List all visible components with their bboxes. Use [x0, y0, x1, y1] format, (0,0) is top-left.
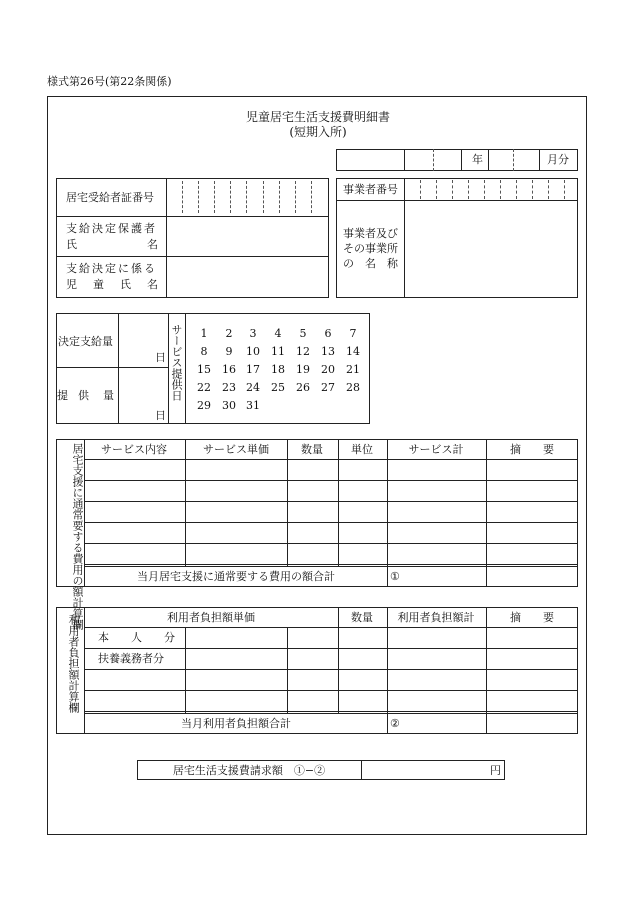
calendar-day[interactable]: 7	[349, 327, 357, 340]
service-days-label: サービス提供日	[170, 324, 183, 401]
cost-entry-rows[interactable]	[85, 460, 577, 564]
calendar-day[interactable]: 24	[246, 381, 260, 394]
date-month-field[interactable]	[489, 150, 538, 170]
digit-dash	[279, 181, 280, 213]
title: 児童居宅生活支援費明細書	[245, 110, 391, 124]
calendar-day[interactable]: 4	[274, 327, 282, 340]
calendar-day[interactable]: 15	[197, 363, 211, 376]
calendar-day[interactable]: 12	[296, 345, 310, 358]
digit-dash	[230, 181, 231, 213]
recipient-cert-digit-boxes[interactable]	[167, 179, 328, 215]
child-label: 名	[147, 278, 158, 291]
cost-header-unit: 単位	[351, 443, 373, 456]
burden-row-self-label: 本 人 分	[98, 631, 175, 644]
provider-no-label: 事業者番号	[343, 183, 398, 196]
calendar-day[interactable]: 28	[346, 381, 360, 394]
calendar-day[interactable]: 31	[246, 399, 260, 412]
calendar-day[interactable]: 25	[271, 381, 285, 394]
calendar-day[interactable]: 9	[225, 345, 233, 358]
digit-dash	[263, 181, 264, 213]
calendar-day[interactable]: 22	[197, 381, 211, 394]
cost-total-field[interactable]	[402, 567, 485, 586]
date-divider	[461, 149, 462, 171]
col-divider	[168, 313, 169, 424]
col-divider	[185, 313, 186, 424]
burden-header-subtotal: 利用者負担額計	[397, 611, 475, 624]
guardian-label: 名	[147, 238, 158, 251]
claim-label: 居宅生活支援費請求額 ①−②	[172, 764, 326, 777]
burden-section-label: 利用者負担額計算欄	[67, 614, 80, 713]
cost-header-subtotal: サービス計	[408, 443, 464, 456]
calendar-day[interactable]: 1	[200, 327, 208, 340]
digit-dash	[500, 180, 501, 199]
recipient-cert-label: 居宅受給者証番号	[66, 191, 154, 204]
provided-amount-label: 供	[78, 389, 89, 402]
digit-dash	[295, 181, 296, 213]
calendar-day[interactable]: 10	[246, 345, 260, 358]
provider-name-label: 称	[387, 257, 398, 270]
guardian-name-field[interactable]	[167, 217, 328, 255]
burden-row-supporter-label: 扶養義務者分	[98, 652, 164, 665]
digit-dash	[311, 181, 312, 213]
digit-dash	[198, 181, 199, 213]
child-label: 支給決定に係る	[66, 262, 157, 275]
month-label: 月分	[547, 153, 569, 166]
digit-dash	[214, 181, 215, 213]
child-label: 童	[93, 278, 104, 291]
calendar-day[interactable]: 20	[321, 363, 335, 376]
burden-col-line	[84, 607, 85, 734]
calendar-day[interactable]: 6	[324, 327, 332, 340]
cost-header-service: サービス内容	[101, 443, 167, 456]
cost-row-line	[84, 564, 578, 565]
yen-label: 円	[490, 764, 501, 777]
calendar-day[interactable]: 23	[222, 381, 236, 394]
provider-name-label: 事業者及び	[343, 227, 398, 240]
guardian-label: 氏	[66, 238, 77, 251]
digit-dash	[182, 181, 183, 213]
burden-total-field[interactable]	[402, 714, 485, 733]
provider-name-label: その事業所	[343, 242, 398, 255]
day-unit: 日	[155, 409, 166, 422]
provider-name-field[interactable]	[405, 201, 577, 297]
date-year-field[interactable]	[405, 150, 460, 170]
provided-amount-label: 量	[103, 389, 114, 402]
cost-total-label: 当月居宅支援に通常要する費用の額合計	[137, 570, 335, 583]
cost-total-mark: ①	[390, 570, 400, 583]
calendar-day[interactable]: 19	[296, 363, 310, 376]
date-divider	[539, 149, 540, 171]
burden-total-mark: ②	[390, 717, 400, 730]
calendar-day[interactable]: 8	[200, 345, 208, 358]
digit-dash	[564, 180, 565, 199]
digit-dash	[516, 180, 517, 199]
calendar-day[interactable]: 29	[197, 399, 211, 412]
digit-dash	[436, 180, 437, 199]
calendar-day[interactable]: 5	[299, 327, 307, 340]
child-label: 児	[66, 278, 77, 291]
provider-no-digit-boxes[interactable]	[405, 179, 577, 199]
digit-dash	[484, 180, 485, 199]
burden-header-remarks: 摘 要	[510, 611, 554, 624]
calendar-day[interactable]: 27	[321, 381, 335, 394]
calendar-day[interactable]: 21	[346, 363, 360, 376]
burden-header-quantity: 数量	[351, 611, 373, 624]
burden-entry-rows[interactable]	[186, 628, 577, 711]
year-label: 年	[472, 153, 483, 166]
calendar-day[interactable]: 16	[222, 363, 236, 376]
cost-section-label: 居宅支援に通常要する費用の額計算欄	[71, 443, 84, 630]
claim-amount-field[interactable]	[362, 761, 487, 779]
calendar-day[interactable]: 3	[249, 327, 257, 340]
cost-header-quantity: 数量	[301, 443, 323, 456]
burden-row-line	[84, 713, 578, 714]
provider-name-label: の	[343, 257, 354, 270]
child-name-field[interactable]	[167, 257, 328, 297]
day-unit: 日	[155, 351, 166, 364]
cost-header-unit-price: サービス単価	[203, 443, 269, 456]
calendar-day[interactable]: 30	[222, 399, 236, 412]
calendar-day[interactable]: 26	[296, 381, 310, 394]
burden-row-line	[84, 711, 578, 712]
guardian-label: 支給決定保護者	[66, 222, 157, 235]
burden-total-label: 当月利用者負担額合計	[181, 717, 291, 730]
calendar-grid	[190, 322, 366, 417]
digit-dash	[452, 180, 453, 199]
calendar-day[interactable]: 13	[321, 345, 335, 358]
digit-dash	[548, 180, 549, 199]
calendar-day[interactable]: 2	[225, 327, 233, 340]
form-number: 様式第26号(第22条関係)	[47, 75, 172, 88]
cost-row-line	[84, 566, 578, 567]
calendar-day[interactable]: 18	[271, 363, 285, 376]
provided-amount-label: 提	[57, 389, 68, 402]
provider-name-label: 名	[365, 257, 376, 270]
child-label: 氏	[120, 278, 131, 291]
digit-dash	[246, 181, 247, 213]
burden-header-unit-price: 利用者負担額単価	[167, 611, 255, 624]
calendar-day[interactable]: 14	[346, 345, 360, 358]
digit-dash	[468, 180, 469, 199]
digit-dash	[420, 180, 421, 199]
cost-header-remarks: 摘 要	[510, 443, 554, 456]
subtitle: (短期入所)	[289, 125, 347, 139]
digit-dash	[532, 180, 533, 199]
decided-amount-label: 決定支給量	[58, 335, 113, 348]
calendar-day[interactable]: 11	[271, 345, 285, 358]
calendar-day[interactable]: 17	[246, 363, 260, 376]
